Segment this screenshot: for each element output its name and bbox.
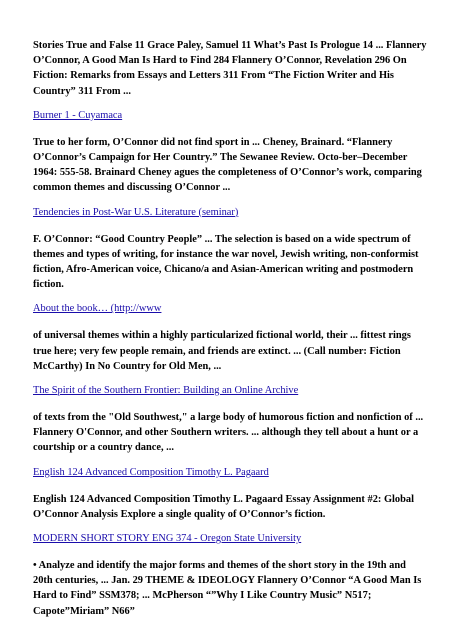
result-snippet: F. O’Connor: “Good Country People” ... The selection is based on a wide spectrum of themes and types of writing, for instance the war novel, Jewish writing, non-conformist fiction, Afro-American voice, Chicano/a and Asian-American writing and postmodern fiction. bbox=[33, 233, 419, 291]
result-link-southern-frontier[interactable]: The Spirit of the Southern Frontier: Building an Online Archive bbox=[33, 385, 299, 397]
result-snippet: True to her form, O’Connor did not find sport in ... Cheney, Brainard. “Flannery O’Connor’s Campaign for Her Country.” The Sewanee Review. Octo-ber–December 1964: 555-58. Brainard Cheney agues the completeness of O’Connor’s work, comparing common themes and discussing O’Connor ... bbox=[33, 136, 422, 194]
result-link-english-124[interactable]: English 124 Advanced Composition Timothy L. Pagaard bbox=[33, 466, 269, 478]
result-snippet: English 124 Advanced Composition Timothy L. Pagaard Essay Assignment #2: Global O’Connor Analysis Explore a single quality of O’Connor’s fiction. bbox=[33, 493, 414, 520]
result-link-modern-short-story[interactable]: MODERN SHORT STORY ENG 374 - Oregon State University bbox=[33, 533, 302, 545]
result-snippet: • Analyze and identify the major forms and themes of the short story in the 19th and 20th centuries, ... Jan. 29 THEME & IDEOLOGY Flannery O’Connor “A Good Man Is Hard to Find” SSM378; ... McPherson “”Why I Like Country Music” N517; Capote”Miriam” N66” bbox=[33, 560, 422, 617]
result-snippet: of texts from the "Old Southwest," a large body of humorous fiction and nonfiction of ... Flannery O'Connor, and other Southern writers. ... although they tell about a hunt or a courtship or a country dance, ... bbox=[33, 412, 424, 454]
result-snippet: Stories True and False 11 Grace Paley, Samuel 11 What’s Past Is Prologue 14 ... Flannery O’Connor, A Good Man Is Hard to Find 284 Flannery O’Connor, Revelation 296 On Fiction: Remarks from Essays and Letters 311 From “The Fiction Writer and His Country” 311 From ... bbox=[33, 40, 427, 97]
result-link-tendencies[interactable]: Tendencies in Post-War U.S. Literature (seminar) bbox=[33, 206, 239, 218]
result-snippet: of universal themes within a highly particularized fictional world, their ... fittest rings true here; very few people remain, and friends are extinct. ... (Call number: Fiction McCarthy) In No Country for Old Men, ... bbox=[33, 330, 411, 372]
result-link-about-the-book[interactable]: About the book… (http://www bbox=[33, 303, 162, 315]
result-link-burner[interactable]: Burner 1 - Cuyamaca bbox=[33, 109, 123, 121]
